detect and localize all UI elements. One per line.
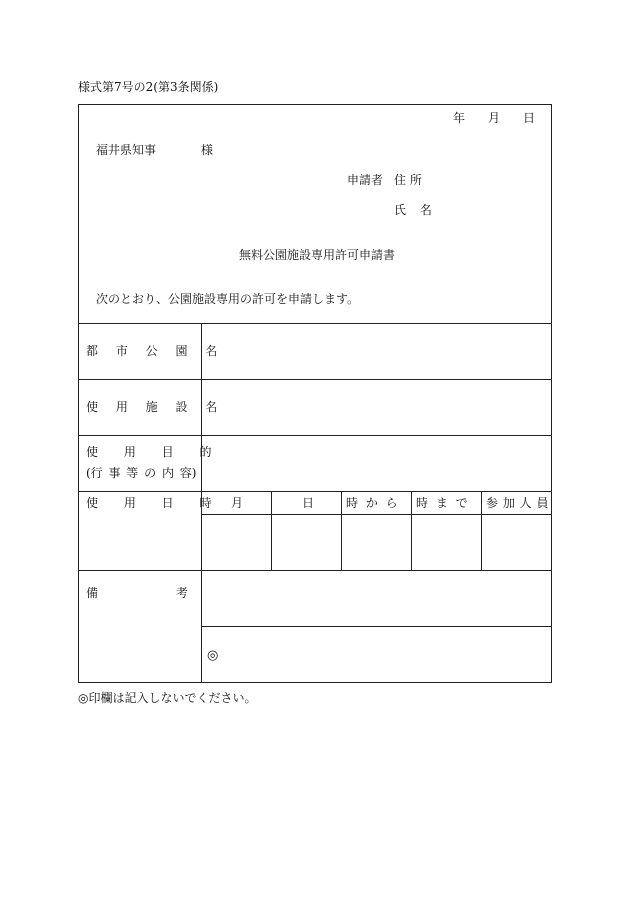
purpose-label: 使 用 目 的 (86, 445, 212, 459)
start-time-field[interactable] (343, 516, 409, 568)
form-title: 無料公園施設専用許可申請書 (239, 248, 396, 262)
datetime-col-divider-2 (341, 491, 342, 570)
park-name-field[interactable] (203, 325, 550, 377)
date-month-label: 月 (488, 111, 501, 125)
datetime-day-header: 日 (302, 496, 315, 510)
divider-facility (78, 435, 552, 436)
datetime-col-divider-3 (411, 491, 412, 570)
divider-header (78, 323, 552, 324)
datetime-month-header: 月 (231, 496, 244, 510)
datetime-to-header: 時 ま で (416, 496, 468, 510)
addressee-honorific: 様 (201, 143, 214, 157)
datetime-col-divider-4 (481, 491, 482, 570)
participants-header: 参 加 人 員 (486, 496, 549, 510)
purpose-field[interactable] (203, 437, 550, 489)
datetime-col-divider-1 (271, 491, 272, 570)
purpose-sublabel: (行 事 等 の 内 容) (86, 466, 197, 480)
divider-datetime-header (201, 514, 552, 515)
form-number: 様式第7号の2(第3条関係) (78, 80, 219, 94)
facility-name-field[interactable] (203, 381, 550, 433)
remarks-label: 備 考 (86, 586, 188, 600)
park-name-label: 都 市 公 園 名 (86, 344, 218, 358)
seal-mark: ◎ (207, 648, 219, 663)
applicant-address-label: 住 所 (394, 173, 422, 187)
day-field[interactable] (273, 516, 339, 568)
addressee-name: 福井県知事 (96, 143, 157, 157)
divider-datetime (78, 570, 552, 571)
applicant-name-label: 氏 名 (394, 203, 432, 217)
date-year-label: 年 (453, 111, 466, 125)
datetime-label: 使 用 日 時 (86, 496, 212, 510)
applicant-label: 申請者 (347, 173, 384, 187)
remarks-field[interactable] (203, 572, 550, 624)
date-day-label: 日 (523, 111, 536, 125)
footnote: ◎印欄は記入しないでください。 (78, 691, 257, 705)
divider-remarks (201, 626, 552, 627)
participants-field[interactable] (483, 516, 550, 568)
facility-name-label: 使 用 施 設 名 (86, 400, 218, 414)
month-field[interactable] (203, 516, 269, 568)
divider-park (78, 379, 552, 380)
intro-text: 次のとおり、公園施設専用の許可を申請します。 (96, 292, 360, 306)
end-time-field[interactable] (413, 516, 479, 568)
datetime-from-header: 時 か ら (346, 496, 398, 510)
